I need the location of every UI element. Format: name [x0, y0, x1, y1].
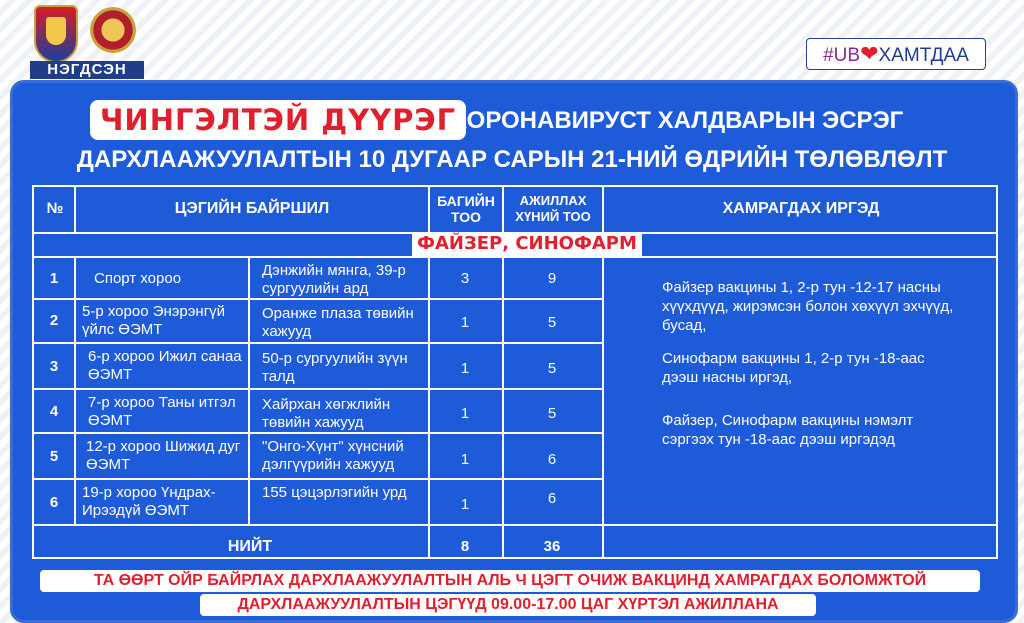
total-workers: 36	[543, 538, 561, 555]
row-place: 12-р хороо Шижид дуг ӨЭМТ	[86, 438, 241, 473]
row-workers: 6	[547, 490, 557, 507]
row-place: Спорт хороо	[94, 270, 182, 287]
total-teams: 8	[460, 538, 470, 555]
header-location: ЦЭГИЙН БАЙРШИЛ	[174, 200, 330, 217]
hashtag-suffix: ХАМТДАА	[878, 45, 969, 66]
header-teams: БАГИЙН ТОО	[437, 193, 495, 225]
row-teams: 1	[460, 496, 470, 513]
row-address: Оранже плаза төвийн хажууд	[262, 305, 414, 340]
row-address: 50-р сургуулийн зүүн талд	[262, 350, 408, 385]
city-emblem-icon	[86, 5, 140, 59]
divider	[74, 256, 76, 524]
hashtag-badge	[806, 38, 986, 70]
total-label: НИЙТ	[227, 538, 273, 555]
divider	[32, 342, 602, 344]
row-address: 155 цэцэрлэгийн урд	[262, 484, 407, 501]
row-no: 5	[49, 448, 59, 465]
divider	[32, 298, 602, 300]
heart-icon: ❤	[860, 41, 879, 66]
row-no: 6	[49, 494, 59, 511]
covered-item: Синофарм вакцины 1, 2-р тун -18-аас дээш насны иргэд,	[662, 350, 925, 386]
divider	[74, 185, 76, 232]
row-workers: 9	[547, 270, 557, 287]
row-teams: 1	[460, 314, 470, 331]
row-workers: 5	[547, 314, 557, 331]
row-no: 4	[49, 403, 59, 420]
row-no: 2	[49, 312, 59, 329]
header-no: №	[46, 200, 64, 217]
row-place: 19-р хороо Үндрах-Ирээдүй ӨЭМТ	[82, 484, 216, 519]
divider	[32, 524, 998, 526]
row-address: "Онго-Хүнт" хүнсний дэлгүүрийн хажууд	[262, 438, 404, 473]
row-place: 7-р хороо Таны итгэл ӨЭМТ	[88, 394, 236, 429]
title-row-2: ДАРХЛААЖУУЛАЛТЫН 10 ДУГААР САРЫН 21-НИЙ ӨДРИЙН ТӨЛӨВЛӨЛТ	[76, 146, 948, 173]
row-place: 5-р хороо Энэрэнгүй үйлс ӨЭМТ	[82, 303, 226, 338]
district-title: ЧИНГЭЛТЭЙ ДҮҮРЭГ	[90, 100, 466, 140]
row-teams: 3	[460, 270, 470, 287]
divider	[32, 432, 602, 434]
hashtag-prefix: #UB	[823, 45, 861, 66]
covered-item: Файзер вакцины 1, 2-р тун -12-17 насны хүүхдүүд, жирэмсэн болон хөхүүл эхчүүд, бусад,	[662, 279, 954, 334]
row-teams: 1	[460, 360, 470, 377]
police-emblem-icon	[34, 5, 78, 63]
title-row-1	[90, 100, 950, 140]
footer-notice-2: ДАРХЛААЖУУЛАЛТЫН ЦЭГҮҮД 09.00-17.00 ЦАГ ХҮРТЭЛ АЖИЛЛАНА	[200, 594, 816, 616]
logo-line1: НЭГДСЭН	[47, 61, 127, 78]
row-teams: 1	[460, 405, 470, 422]
divider	[32, 256, 998, 258]
divider	[248, 256, 250, 524]
divider	[32, 388, 602, 390]
header-workers: АЖИЛЛАХ ХҮНИЙ ТОО	[515, 193, 591, 224]
row-address: Хайрхан хөгжлийн төвийн хажууд	[262, 396, 391, 431]
covered-citizens	[662, 278, 962, 463]
divider	[32, 478, 602, 480]
row-workers: 5	[547, 360, 557, 377]
row-address: Дэнжийн мянга, 39-р сургуулийн ард	[262, 262, 406, 297]
footer-notice-1: ТА ӨӨРТ ОЙР БАЙРЛАХ ДАРХЛААЖУУЛАЛТЫН АЛЬ Ч ЦЭГТ ОЧИЖ ВАКЦИНД ХАМРАГДАХ БОЛОМЖТОЙ	[40, 570, 980, 592]
row-workers: 6	[547, 451, 557, 468]
row-no: 1	[49, 270, 59, 287]
vaccine-band: ФАЙЗЕР, СИНОФАРМ	[412, 232, 642, 256]
covered-item: Файзер, Синофарм вакцины нэмэлт сэргээх тун -18-аас дээш иргэдэд	[662, 412, 914, 448]
row-no: 3	[49, 358, 59, 375]
row-workers: 5	[547, 405, 557, 422]
title-rest: КОРОНАВИРУСТ ХАЛДВАРЫН ЭСРЭГ	[452, 107, 904, 134]
header-covered: ХАМРАГДАХ ИРГЭД	[722, 200, 880, 217]
row-teams: 1	[460, 451, 470, 468]
row-place: 6-р хороо Ижил санаа ӨЭМТ	[88, 348, 242, 383]
